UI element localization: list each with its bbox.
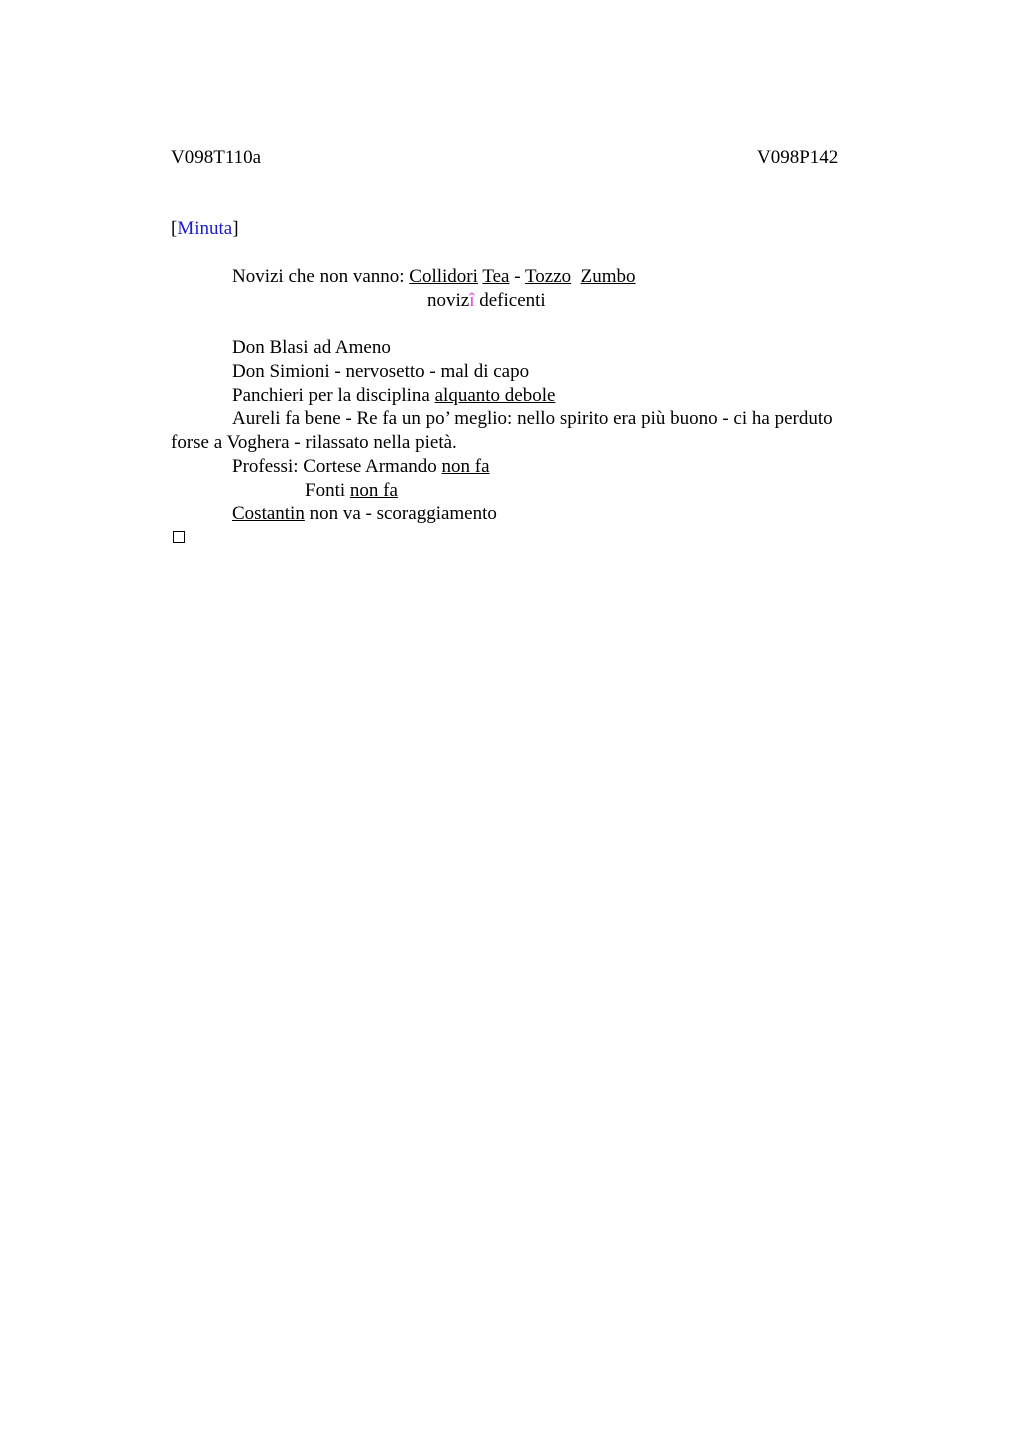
note-professi-text: Professi: Cortese Armando: [232, 456, 442, 477]
note-panchieri-text: Panchieri per la disciplina: [232, 385, 435, 406]
novizi-line: [232, 265, 636, 289]
novizi-word-end: deficenti: [474, 290, 546, 311]
novizi-name-zumbo: Zumbo: [580, 266, 636, 287]
title-close-bracket: ]: [232, 218, 239, 239]
novizi-word-start: noviz: [427, 290, 470, 311]
end-marker-box: [173, 531, 185, 543]
title-minuta: Minuta: [177, 218, 233, 239]
novizi-name-collidori: Collidori: [409, 266, 478, 287]
note-simioni: Don Simioni - nervosetto - mal di capo: [232, 361, 530, 382]
note-costantin-underlined: Costantin: [232, 503, 305, 524]
novizi-word-accent: î: [469, 290, 475, 311]
document-code-right: V098P142: [757, 147, 839, 168]
note-costantin: [232, 502, 497, 526]
note-panchieri: [232, 384, 555, 408]
novizi-name-tea: Tea: [482, 266, 510, 287]
note-blasi: Don Blasi ad Ameno: [232, 337, 391, 358]
document-code-left: V098T110a: [171, 147, 262, 168]
note-panchieri-underlined: alquanto debole: [434, 385, 556, 406]
novizi-deficenti-line: [427, 289, 546, 313]
note-professi-underlined: non fa: [441, 456, 490, 477]
document-title: [171, 217, 239, 241]
novizi-separator: -: [509, 266, 525, 287]
note-aureli-line1: Aureli fa bene - Re fa un po’ meglio: nello spirito era più buono - ci ha perduto: [232, 408, 833, 429]
title-open-bracket: [: [171, 218, 178, 239]
note-professi: [232, 455, 490, 479]
novizi-name-tozzo: Tozzo: [524, 266, 572, 287]
note-aureli-line2: forse a Voghera - rilassato nella pietà.: [171, 432, 457, 453]
novizi-label: Novizi che non vanno:: [232, 266, 410, 287]
note-fonti-text: Fonti: [305, 480, 350, 501]
note-fonti-underlined: non fa: [349, 480, 398, 501]
note-fonti: [305, 479, 398, 503]
note-costantin-text: non va - scoraggiamento: [304, 503, 497, 524]
